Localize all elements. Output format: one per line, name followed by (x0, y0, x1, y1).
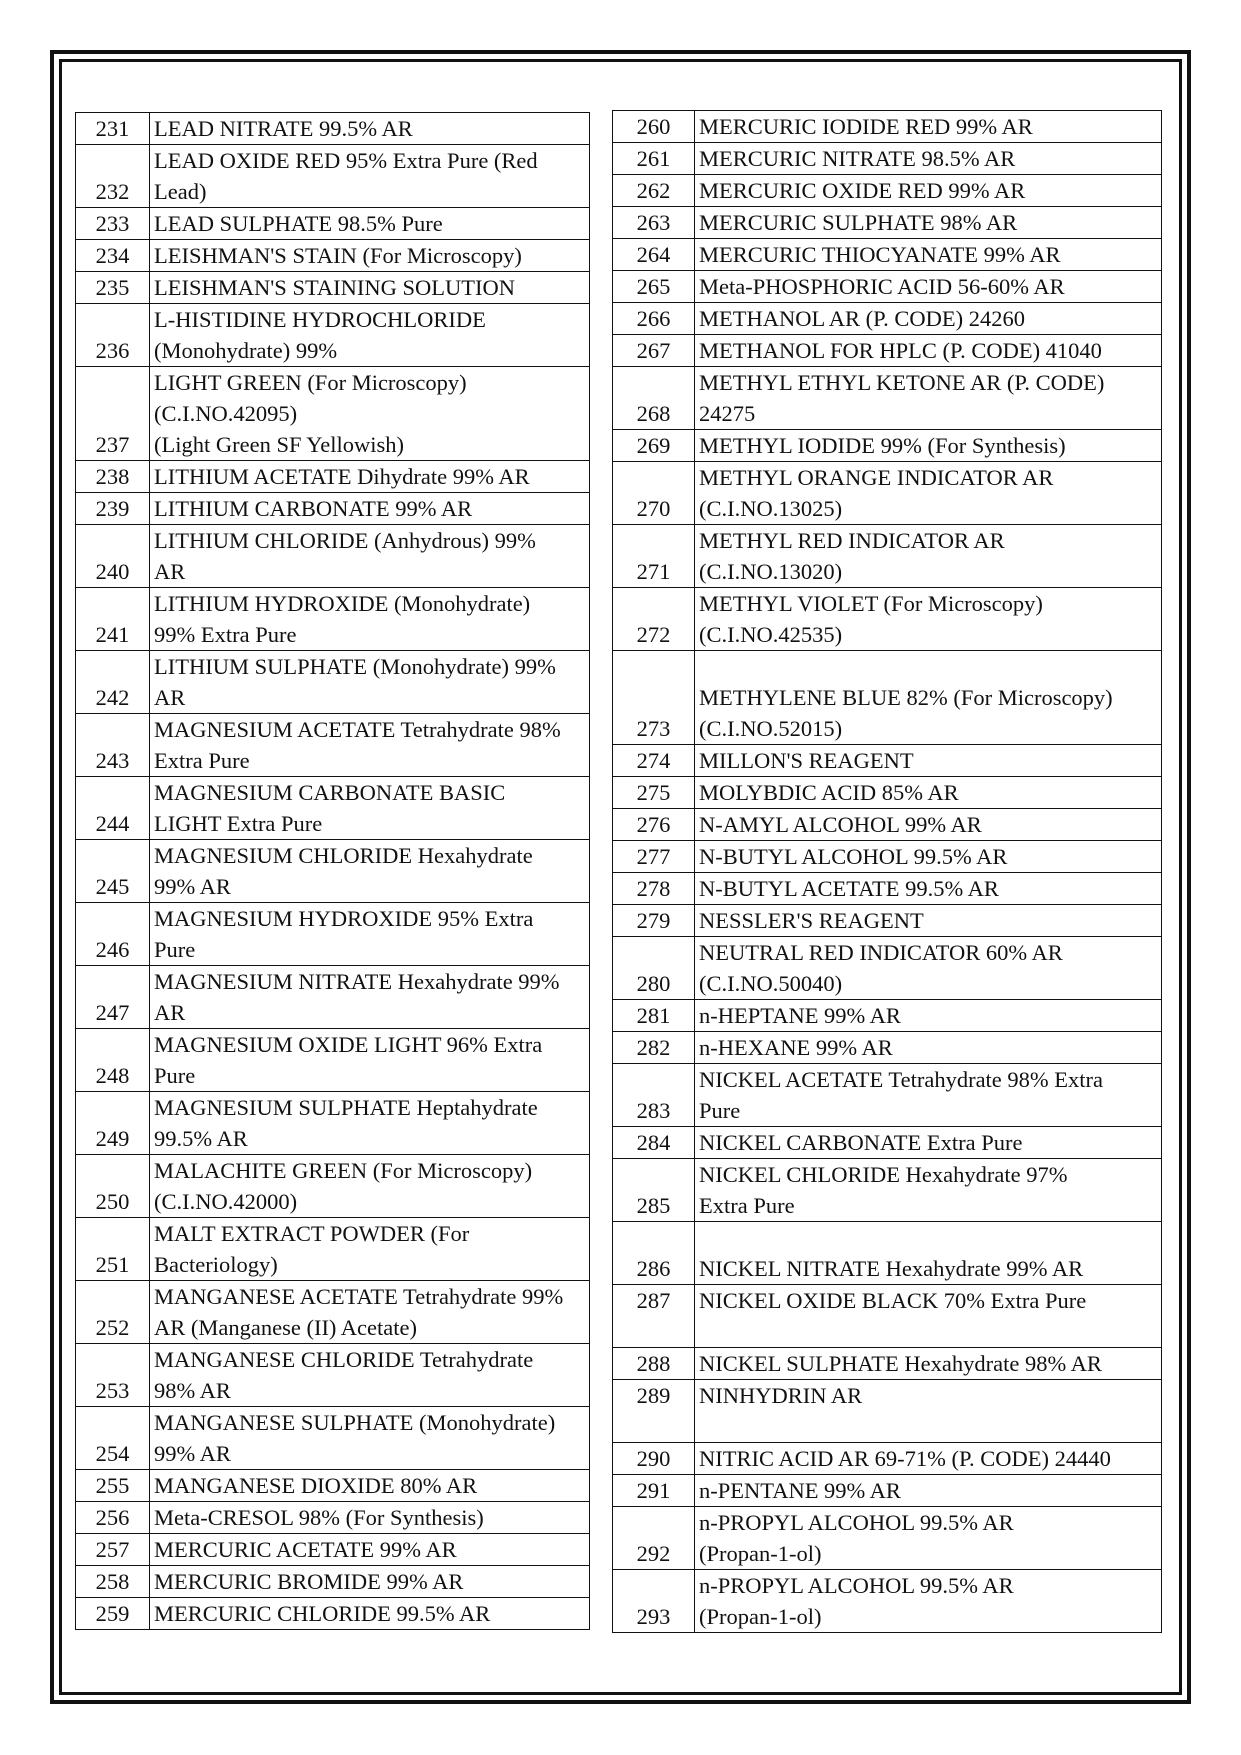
chemical-name-line: MOLYBDIC ACID 85% AR (699, 780, 959, 805)
item-number: 287 (613, 1285, 695, 1348)
chemical-name-line: MILLON'S REAGENT (699, 748, 914, 773)
chemical-name-line: (C.I.NO.52015) (699, 716, 843, 741)
chemical-name (150, 1155, 590, 1218)
item-number: 289 (613, 1380, 695, 1443)
chemical-name (150, 208, 590, 240)
item-number: 236 (76, 304, 150, 367)
item-number: 254 (76, 1407, 150, 1470)
chemical-name-line: NICKEL CHLORIDE Hexahydrate 97% (699, 1162, 1068, 1187)
chemical-name-line: MANGANESE SULPHATE (Monohydrate) (154, 1410, 556, 1435)
chemical-name-line: LEISHMAN'S STAIN (For Microscopy) (154, 243, 522, 268)
item-number: 246 (76, 903, 150, 966)
table-row (76, 1534, 590, 1566)
table-row (76, 651, 590, 714)
chemical-name (150, 493, 590, 525)
table-row (613, 175, 1162, 207)
table-row (613, 239, 1162, 271)
table-row (76, 493, 590, 525)
chemical-name-line: n-HEXANE 99% AR (699, 1035, 893, 1060)
chemical-name-line: LITHIUM CARBONATE 99% AR (154, 496, 473, 521)
item-number: 255 (76, 1470, 150, 1502)
table-row (613, 525, 1162, 588)
table-row (76, 777, 590, 840)
chemical-name (695, 207, 1162, 239)
chemical-name (150, 1470, 590, 1502)
item-number: 261 (613, 143, 695, 175)
chemical-name-line: n-PROPYL ALCOHOL 99.5% AR (699, 1510, 1014, 1535)
item-number: 239 (76, 493, 150, 525)
chemical-name-line: (Propan-1-ol) (699, 1541, 822, 1566)
item-number: 260 (613, 111, 695, 143)
chemical-name-line: NICKEL NITRATE Hexahydrate 99% AR (699, 1256, 1084, 1281)
chemical-name-line: MAGNESIUM ACETATE Tetrahydrate 98% (154, 717, 561, 742)
item-number: 269 (613, 430, 695, 462)
table-row (613, 905, 1162, 937)
item-number: 233 (76, 208, 150, 240)
chemical-name-line: Pure (699, 1098, 741, 1123)
chemical-name-line: n-PENTANE 99% AR (699, 1478, 901, 1503)
table-row (76, 1598, 590, 1630)
table-row (613, 1380, 1162, 1443)
table-row (613, 271, 1162, 303)
chemical-name-line: MERCURIC CHLORIDE 99.5% AR (154, 1601, 491, 1626)
chemical-name (695, 175, 1162, 207)
item-number: 274 (613, 745, 695, 777)
chemical-name-line: METHYL ETHYL KETONE AR (P. CODE) (699, 370, 1105, 395)
chemical-name-line: MAGNESIUM SULPHATE Heptahydrate (154, 1095, 538, 1120)
chemical-name (695, 367, 1162, 430)
chemical-name-line: MALT EXTRACT POWDER (For (154, 1221, 470, 1246)
chemical-name-line: MAGNESIUM CARBONATE BASIC (154, 780, 506, 805)
item-number: 280 (613, 937, 695, 1000)
table-row (613, 1159, 1162, 1222)
table-row (613, 1348, 1162, 1380)
table-row (76, 304, 590, 367)
table-row (76, 1566, 590, 1598)
table-row (76, 1029, 590, 1092)
table-row (613, 937, 1162, 1000)
chemical-name-line: METHANOL FOR HPLC (P. CODE) 41040 (699, 338, 1102, 363)
item-number: 283 (613, 1064, 695, 1127)
item-number: 263 (613, 207, 695, 239)
item-number: 291 (613, 1475, 695, 1507)
table-row (613, 303, 1162, 335)
chemical-name (695, 1570, 1162, 1633)
chemical-name-line: MAGNESIUM OXIDE LIGHT 96% Extra (154, 1032, 543, 1057)
chemical-name (150, 966, 590, 1029)
item-number: 258 (76, 1566, 150, 1598)
chemical-name-line: N-BUTYL ALCOHOL 99.5% AR (699, 844, 1008, 869)
chemical-name (150, 1598, 590, 1630)
chemical-name (695, 1380, 1162, 1443)
table-row (613, 745, 1162, 777)
table-row (613, 1443, 1162, 1475)
chemical-name-line: MALACHITE GREEN (For Microscopy) (154, 1158, 533, 1183)
chemical-name (695, 525, 1162, 588)
item-number: 234 (76, 240, 150, 272)
table-row (613, 809, 1162, 841)
chemical-name (695, 777, 1162, 809)
chemical-name (150, 1566, 590, 1598)
chemical-name (150, 777, 590, 840)
item-number: 252 (76, 1281, 150, 1344)
chemical-name-line: Pure (154, 937, 196, 962)
chemical-name-line: Extra Pure (699, 1193, 795, 1218)
chemical-name (150, 1281, 590, 1344)
item-number: 266 (613, 303, 695, 335)
chemical-name-line: LIGHT Extra Pure (154, 811, 323, 836)
chemical-list-right-body (613, 111, 1162, 1633)
chemical-name (695, 1443, 1162, 1475)
chemical-name (695, 745, 1162, 777)
chemical-name-line: NICKEL CARBONATE Extra Pure (699, 1130, 1023, 1155)
table-row (613, 111, 1162, 143)
chemical-name-line: (C.I.NO.50040) (699, 971, 843, 996)
chemical-name (695, 588, 1162, 651)
table-row (76, 840, 590, 903)
chemical-name-line: NESSLER'S REAGENT (699, 908, 924, 933)
chemical-name-line: METHYL RED INDICATOR AR (699, 528, 1005, 553)
chemical-name (695, 1285, 1162, 1348)
chemical-name-line: Meta-CRESOL 98% (For Synthesis) (154, 1505, 484, 1530)
item-number: 277 (613, 841, 695, 873)
chemical-name-line: METHYL VIOLET (For Microscopy) (699, 591, 1043, 616)
item-number: 279 (613, 905, 695, 937)
chemical-name-line: (C.I.NO.42000) (154, 1189, 298, 1214)
chemical-name-line: AR (Manganese (II) Acetate) (154, 1315, 418, 1340)
table-row (613, 841, 1162, 873)
table-row (76, 588, 590, 651)
chemical-name (695, 335, 1162, 367)
chemical-name (695, 430, 1162, 462)
chemical-name-line: METHYL IODIDE 99% (For Synthesis) (699, 433, 1066, 458)
chemical-list-left-body (76, 113, 590, 1630)
chemical-name (150, 1344, 590, 1407)
chemical-name-line: LEAD OXIDE RED 95% Extra Pure (Red (154, 148, 538, 173)
chemical-name (695, 271, 1162, 303)
chemical-name-line: Bacteriology) (154, 1252, 278, 1277)
item-number: 249 (76, 1092, 150, 1155)
chemical-name-line: Lead) (154, 179, 207, 204)
chemical-name-line: MERCURIC BROMIDE 99% AR (154, 1569, 464, 1594)
table-row (613, 430, 1162, 462)
chemical-name-line: Meta-PHOSPHORIC ACID 56-60% AR (699, 274, 1065, 299)
chemical-name-line: NICKEL OXIDE BLACK 70% Extra Pure (699, 1288, 1087, 1313)
item-number: 251 (76, 1218, 150, 1281)
item-number: 247 (76, 966, 150, 1029)
item-number: 284 (613, 1127, 695, 1159)
chemical-name (150, 367, 590, 461)
chemical-name-line: LITHIUM SULPHATE (Monohydrate) 99% (154, 654, 556, 679)
chemical-name (695, 1064, 1162, 1127)
chemical-name (150, 145, 590, 208)
table-row (613, 367, 1162, 430)
chemical-name-line: LEAD NITRATE 99.5% AR (154, 116, 413, 141)
table-row (613, 143, 1162, 175)
table-row (613, 1000, 1162, 1032)
chemical-name (150, 272, 590, 304)
chemical-name (150, 1534, 590, 1566)
chemical-name-line: LEAD SULPHATE 98.5% Pure (154, 211, 443, 236)
chemical-name (150, 525, 590, 588)
item-number: 292 (613, 1507, 695, 1570)
item-number: 270 (613, 462, 695, 525)
chemical-name-line: NICKEL ACETATE Tetrahydrate 98% Extra (699, 1067, 1104, 1092)
item-number: 240 (76, 525, 150, 588)
table-row (76, 113, 590, 145)
chemical-name-line: (Propan-1-ol) (699, 1604, 822, 1629)
table-row (76, 966, 590, 1029)
table-row (613, 651, 1162, 745)
chemical-name-line: N-AMYL ALCOHOL 99% AR (699, 812, 982, 837)
table-row (76, 1155, 590, 1218)
chemical-name (150, 1502, 590, 1534)
chemical-name-line: 24275 (699, 401, 756, 426)
chemical-name-line: MAGNESIUM NITRATE Hexahydrate 99% (154, 969, 560, 994)
item-number: 267 (613, 335, 695, 367)
chemical-name (695, 111, 1162, 143)
table-row (76, 272, 590, 304)
chemical-name-line: 99% AR (154, 874, 231, 899)
item-number: 235 (76, 272, 150, 304)
table-row (76, 903, 590, 966)
chemical-name-line: n-HEPTANE 99% AR (699, 1003, 901, 1028)
chemical-name-line: LITHIUM ACETATE Dihydrate 99% AR (154, 464, 530, 489)
table-row (613, 335, 1162, 367)
chemical-name-line: NEUTRAL RED INDICATOR 60% AR (699, 940, 1063, 965)
item-number: 250 (76, 1155, 150, 1218)
chemical-name (150, 304, 590, 367)
chemical-name-line: MERCURIC OXIDE RED 99% AR (699, 178, 1026, 203)
chemical-name (150, 1029, 590, 1092)
item-number: 288 (613, 1348, 695, 1380)
chemical-name-line: MANGANESE DIOXIDE 80% AR (154, 1473, 478, 1498)
item-number: 245 (76, 840, 150, 903)
chemical-name-line: Pure (154, 1063, 196, 1088)
chemical-name (695, 651, 1162, 745)
chemical-name-line: AR (154, 685, 186, 710)
item-number: 231 (76, 113, 150, 145)
item-number: 286 (613, 1222, 695, 1285)
table-row (613, 873, 1162, 905)
chemical-name-line: (C.I.NO.42535) (699, 622, 843, 647)
table-row (76, 1470, 590, 1502)
table-row (613, 1507, 1162, 1570)
table-row (76, 240, 590, 272)
chemical-name (695, 1475, 1162, 1507)
table-row (76, 1344, 590, 1407)
table-row (76, 1092, 590, 1155)
chemical-name (695, 1032, 1162, 1064)
chemical-name-line: (Monohydrate) 99% (154, 338, 338, 363)
chemical-name-line: MAGNESIUM CHLORIDE Hexahydrate (154, 843, 533, 868)
item-number: 243 (76, 714, 150, 777)
chemical-name-line: 98% AR (154, 1378, 231, 1403)
chemical-name-line: LEISHMAN'S STAINING SOLUTION (154, 275, 515, 300)
chemical-name (150, 240, 590, 272)
chemical-name-line: Extra Pure (154, 748, 250, 773)
chemical-list-right-table (612, 110, 1162, 1633)
chemical-name-line: AR (154, 559, 186, 584)
chemical-name-line: 99% AR (154, 1441, 231, 1466)
item-number: 278 (613, 873, 695, 905)
item-number: 276 (613, 809, 695, 841)
item-number: 244 (76, 777, 150, 840)
chemical-name-line: LITHIUM HYDROXIDE (Monohydrate) (154, 591, 531, 616)
item-number: 238 (76, 461, 150, 493)
chemical-name (695, 1222, 1162, 1285)
chemical-name-line: N-BUTYL ACETATE 99.5% AR (699, 876, 999, 901)
chemical-list-left-table (75, 112, 590, 1630)
chemical-name-line: (C.I.NO.13020) (699, 559, 843, 584)
item-number: 265 (613, 271, 695, 303)
item-number: 256 (76, 1502, 150, 1534)
chemical-name-line: NINHYDRIN AR (699, 1383, 863, 1408)
chemical-name-line: L-HISTIDINE HYDROCHLORIDE (154, 307, 486, 332)
chemical-name-line: LIGHT GREEN (For Microscopy) (154, 370, 467, 395)
chemical-name (695, 841, 1162, 873)
item-number: 248 (76, 1029, 150, 1092)
chemical-name (150, 651, 590, 714)
table-row (76, 461, 590, 493)
chemical-name-line: NITRIC ACID AR 69-71% (P. CODE) 24440 (699, 1446, 1111, 1471)
chemical-name (695, 809, 1162, 841)
item-number: 285 (613, 1159, 695, 1222)
chemical-name (150, 714, 590, 777)
chemical-name-line: MANGANESE CHLORIDE Tetrahydrate (154, 1347, 534, 1372)
chemical-name (150, 1407, 590, 1470)
item-number: 273 (613, 651, 695, 745)
item-number: 293 (613, 1570, 695, 1633)
chemical-name-line: MAGNESIUM HYDROXIDE 95% Extra (154, 906, 534, 931)
item-number: 259 (76, 1598, 150, 1630)
item-number: 282 (613, 1032, 695, 1064)
chemical-name-line: METHYLENE BLUE 82% (For Microscopy) (699, 685, 1113, 710)
item-number: 272 (613, 588, 695, 651)
chemical-name-line: 99.5% AR (154, 1126, 248, 1151)
chemical-name-line: MERCURIC NITRATE 98.5% AR (699, 146, 1016, 171)
item-number: 242 (76, 651, 150, 714)
item-number: 237 (76, 367, 150, 461)
chemical-name (695, 1127, 1162, 1159)
chemical-name-line: METHANOL AR (P. CODE) 24260 (699, 306, 1026, 331)
table-row (76, 1502, 590, 1534)
table-row (76, 367, 590, 461)
chemical-name-line: MERCURIC THIOCYANATE 99% AR (699, 242, 1061, 267)
chemical-name-line: LITHIUM CHLORIDE (Anhydrous) 99% (154, 528, 536, 553)
chemical-name (695, 1507, 1162, 1570)
table-row (613, 777, 1162, 809)
item-number: 275 (613, 777, 695, 809)
item-number: 264 (613, 239, 695, 271)
table-row (76, 1407, 590, 1470)
chemical-name-line: MERCURIC ACETATE 99% AR (154, 1537, 457, 1562)
table-row (76, 145, 590, 208)
table-row (76, 1281, 590, 1344)
chemical-name (150, 840, 590, 903)
item-number: 268 (613, 367, 695, 430)
table-row (613, 588, 1162, 651)
chemical-name-line: MERCURIC IODIDE RED 99% AR (699, 114, 1033, 139)
chemical-name-line: (C.I.NO.42095) (154, 401, 298, 426)
chemical-name-line: METHYL ORANGE INDICATOR AR (699, 465, 1054, 490)
chemical-name (695, 239, 1162, 271)
item-number: 241 (76, 588, 150, 651)
table-row (76, 525, 590, 588)
table-row (76, 1218, 590, 1281)
chemical-name (150, 113, 590, 145)
table-row (76, 208, 590, 240)
item-number: 281 (613, 1000, 695, 1032)
chemical-name (695, 1000, 1162, 1032)
item-number: 232 (76, 145, 150, 208)
chemical-name (695, 303, 1162, 335)
item-number: 257 (76, 1534, 150, 1566)
chemical-name (150, 903, 590, 966)
chemical-name-line: AR (154, 1000, 186, 1025)
table-row (613, 1127, 1162, 1159)
chemical-name (150, 588, 590, 651)
chemical-name (695, 1159, 1162, 1222)
table-row (613, 1064, 1162, 1127)
chemical-name-line: (C.I.NO.13025) (699, 496, 843, 521)
chemical-name (695, 1348, 1162, 1380)
chemical-name-line: MANGANESE ACETATE Tetrahydrate 99% (154, 1284, 564, 1309)
item-number: 262 (613, 175, 695, 207)
chemical-name-line: MERCURIC SULPHATE 98% AR (699, 210, 1018, 235)
item-number: 253 (76, 1344, 150, 1407)
table-row (613, 1285, 1162, 1348)
chemical-name-line: NICKEL SULPHATE Hexahydrate 98% AR (699, 1351, 1102, 1376)
table-row (613, 1222, 1162, 1285)
table-row (76, 714, 590, 777)
chemical-name (150, 1218, 590, 1281)
chemical-name (150, 461, 590, 493)
chemical-name (695, 143, 1162, 175)
chemical-name (695, 462, 1162, 525)
chemical-name (695, 905, 1162, 937)
chemical-name (695, 873, 1162, 905)
chemical-name-line: n-PROPYL ALCOHOL 99.5% AR (699, 1573, 1014, 1598)
table-row (613, 1475, 1162, 1507)
table-row (613, 462, 1162, 525)
chemical-name (150, 1092, 590, 1155)
table-row (613, 1570, 1162, 1633)
item-number: 290 (613, 1443, 695, 1475)
item-number: 271 (613, 525, 695, 588)
table-row (613, 207, 1162, 239)
chemical-name-line: 99% Extra Pure (154, 622, 297, 647)
table-row (613, 1032, 1162, 1064)
chemical-name (695, 937, 1162, 1000)
chemical-name-line: (Light Green SF Yellowish) (154, 432, 405, 457)
